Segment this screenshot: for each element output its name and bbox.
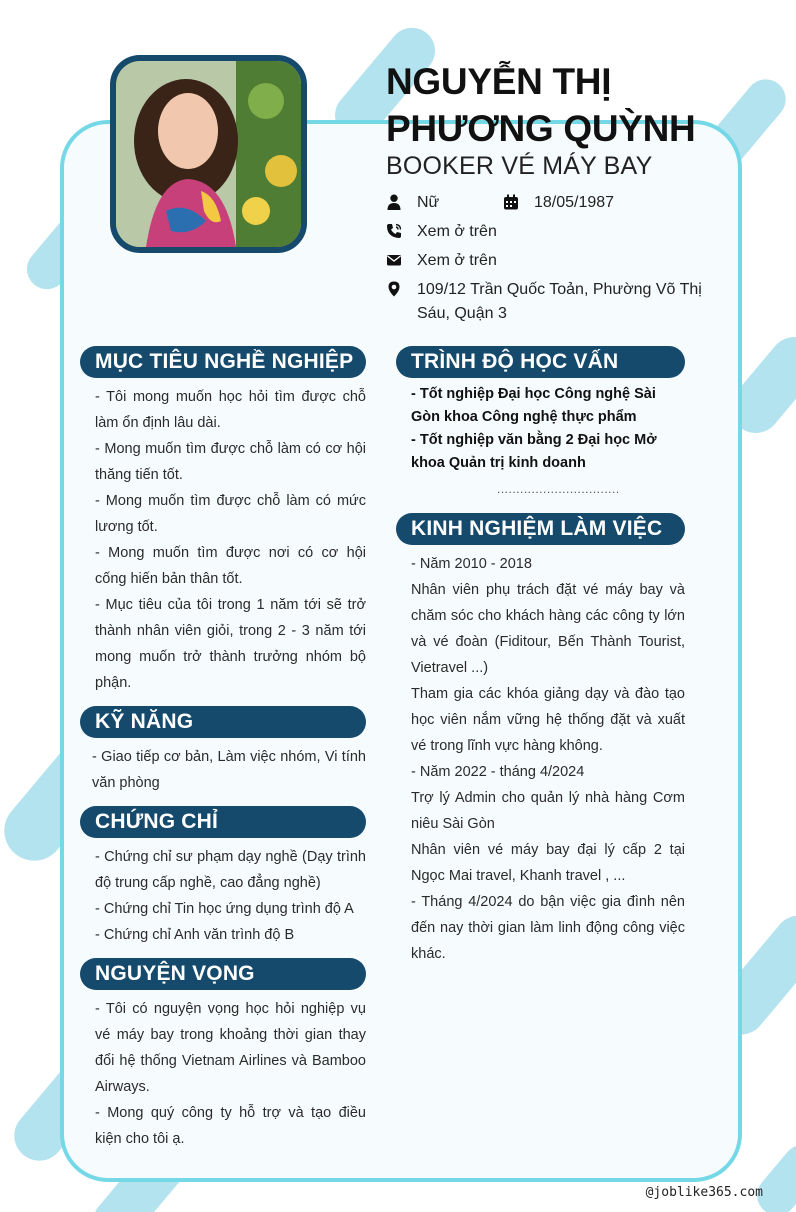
list-item: - Chứng chỉ Tin học ứng dụng trình độ A [95,901,354,917]
divider-dots: ................................ [497,482,620,496]
list-item: - Tốt nghiệp Đại học Công nghệ Sài Gòn khoa Công nghệ thực phẩm [411,386,656,425]
list-item: - Mong muốn tìm được chỗ làm có cơ hội thăng tiến tốt. [95,441,366,483]
objective-content [95,384,366,696]
email-row [386,249,497,273]
decor-stripe [749,1137,796,1212]
list-item: - Mục tiêu của tôi trong 1 năm tới sẽ trở thành nhân viên giỏi, trong 2 - 3 năm tới mong muốn trở thành trưởng nhóm bộ phận. [95,597,366,691]
list-item: - Mong muốn tìm được chỗ làm có mức lương tốt. [95,493,366,535]
name-line-1: NGUYỄN THỊ [386,61,612,102]
birthdate-value: 18/05/1987 [534,194,615,211]
list-item: - Chứng chỉ sư phạm dạy nghề (Dạy trình độ trung cấp nghề, cao đẳng nghề) [95,849,366,891]
aspirations-content [95,996,366,1152]
name-line-2: PHƯƠNG QUỲNH [386,108,696,149]
location-pin-icon [386,281,402,297]
list-item: - Tốt nghiệp văn bằng 2 Đại học Mở khoa Quản trị kinh doanh [411,432,657,471]
profile-photo [110,55,307,253]
skills-content [92,744,366,796]
person-icon [386,194,402,210]
list-item: - Giao tiếp cơ bản, Làm việc nhóm, Vi tính văn phòng [92,749,366,791]
list-item: Nhân viên phụ trách đặt vé máy bay và chăm sóc cho khách hàng các công ty lớn và vé đoàn (Fiditour, Bến Thành Tourist, Vietravel ...) [411,582,685,676]
certificates-heading: CHỨNG CHỈ [80,806,366,838]
job-title: BOOKER VÉ MÁY BAY [386,152,653,180]
gender-row [386,191,439,215]
experience-content [411,551,685,967]
list-item: - Năm 2010 - 2018 [411,556,532,572]
candidate-name [386,58,766,152]
phone-icon [386,223,402,239]
phone-row [386,220,497,244]
address-value: 109/12 Trần Quốc Toản, Phường Võ Thị Sáu, Quận 3 [417,281,702,322]
experience-heading: KINH NGHIỆM LÀM VIỆC [396,513,685,545]
birthdate-row [503,191,614,215]
list-item: - Tháng 4/2024 do bận việc gia đình nên đến nay thời gian làm linh động công việc khác. [411,894,685,962]
skills-heading: KỸ NĂNG [80,706,366,738]
calendar-icon [503,194,519,210]
objective-heading: MỤC TIÊU NGHỀ NGHIỆP [80,346,366,378]
education-heading: TRÌNH ĐỘ HỌC VẤN [396,346,685,378]
list-item: - Năm 2022 - tháng 4/2024 [411,764,585,780]
certificates-content [95,844,366,948]
address-row [386,278,726,326]
list-item: - Chứng chỉ Anh văn trình độ B [95,927,295,943]
portrait-illustration [116,61,301,247]
aspirations-heading: NGUYỆN VỌNG [80,958,366,990]
list-item: - Mong quý công ty hỗ trợ và tạo điều kiện cho tôi ạ. [95,1105,366,1147]
list-item: - Mong muốn tìm được nơi có cơ hội cống hiến bản thân tốt. [95,545,366,587]
phone-value: Xem ở trên [417,223,497,240]
education-content [411,383,687,475]
list-item: Trợ lý Admin cho quản lý nhà hàng Cơm niêu Sài Gòn [411,790,685,832]
list-item: - Tôi mong muốn học hỏi tìm được chỗ làm ổn định lâu dài. [95,389,366,431]
gender-value: Nữ [417,194,440,211]
list-item: Tham gia các khóa giảng dạy và đào tạo học viên nắm vững hệ thống đặt và xuất vé trong lĩnh vực hàng không. [411,686,685,754]
list-item: Nhân viên vé máy bay đại lý cấp 2 tại Ngọc Mai travel, Khanh travel , ... [411,842,685,884]
email-value: Xem ở trên [417,252,497,269]
watermark: @joblike365.com [645,1185,763,1200]
envelope-icon [386,252,402,268]
list-item: - Tôi có nguyện vọng học hỏi nghiệp vụ vé máy bay trong khoảng thời gian thay đổi hệ thống Vietnam Airlines và Bamboo Airways. [95,1001,366,1095]
